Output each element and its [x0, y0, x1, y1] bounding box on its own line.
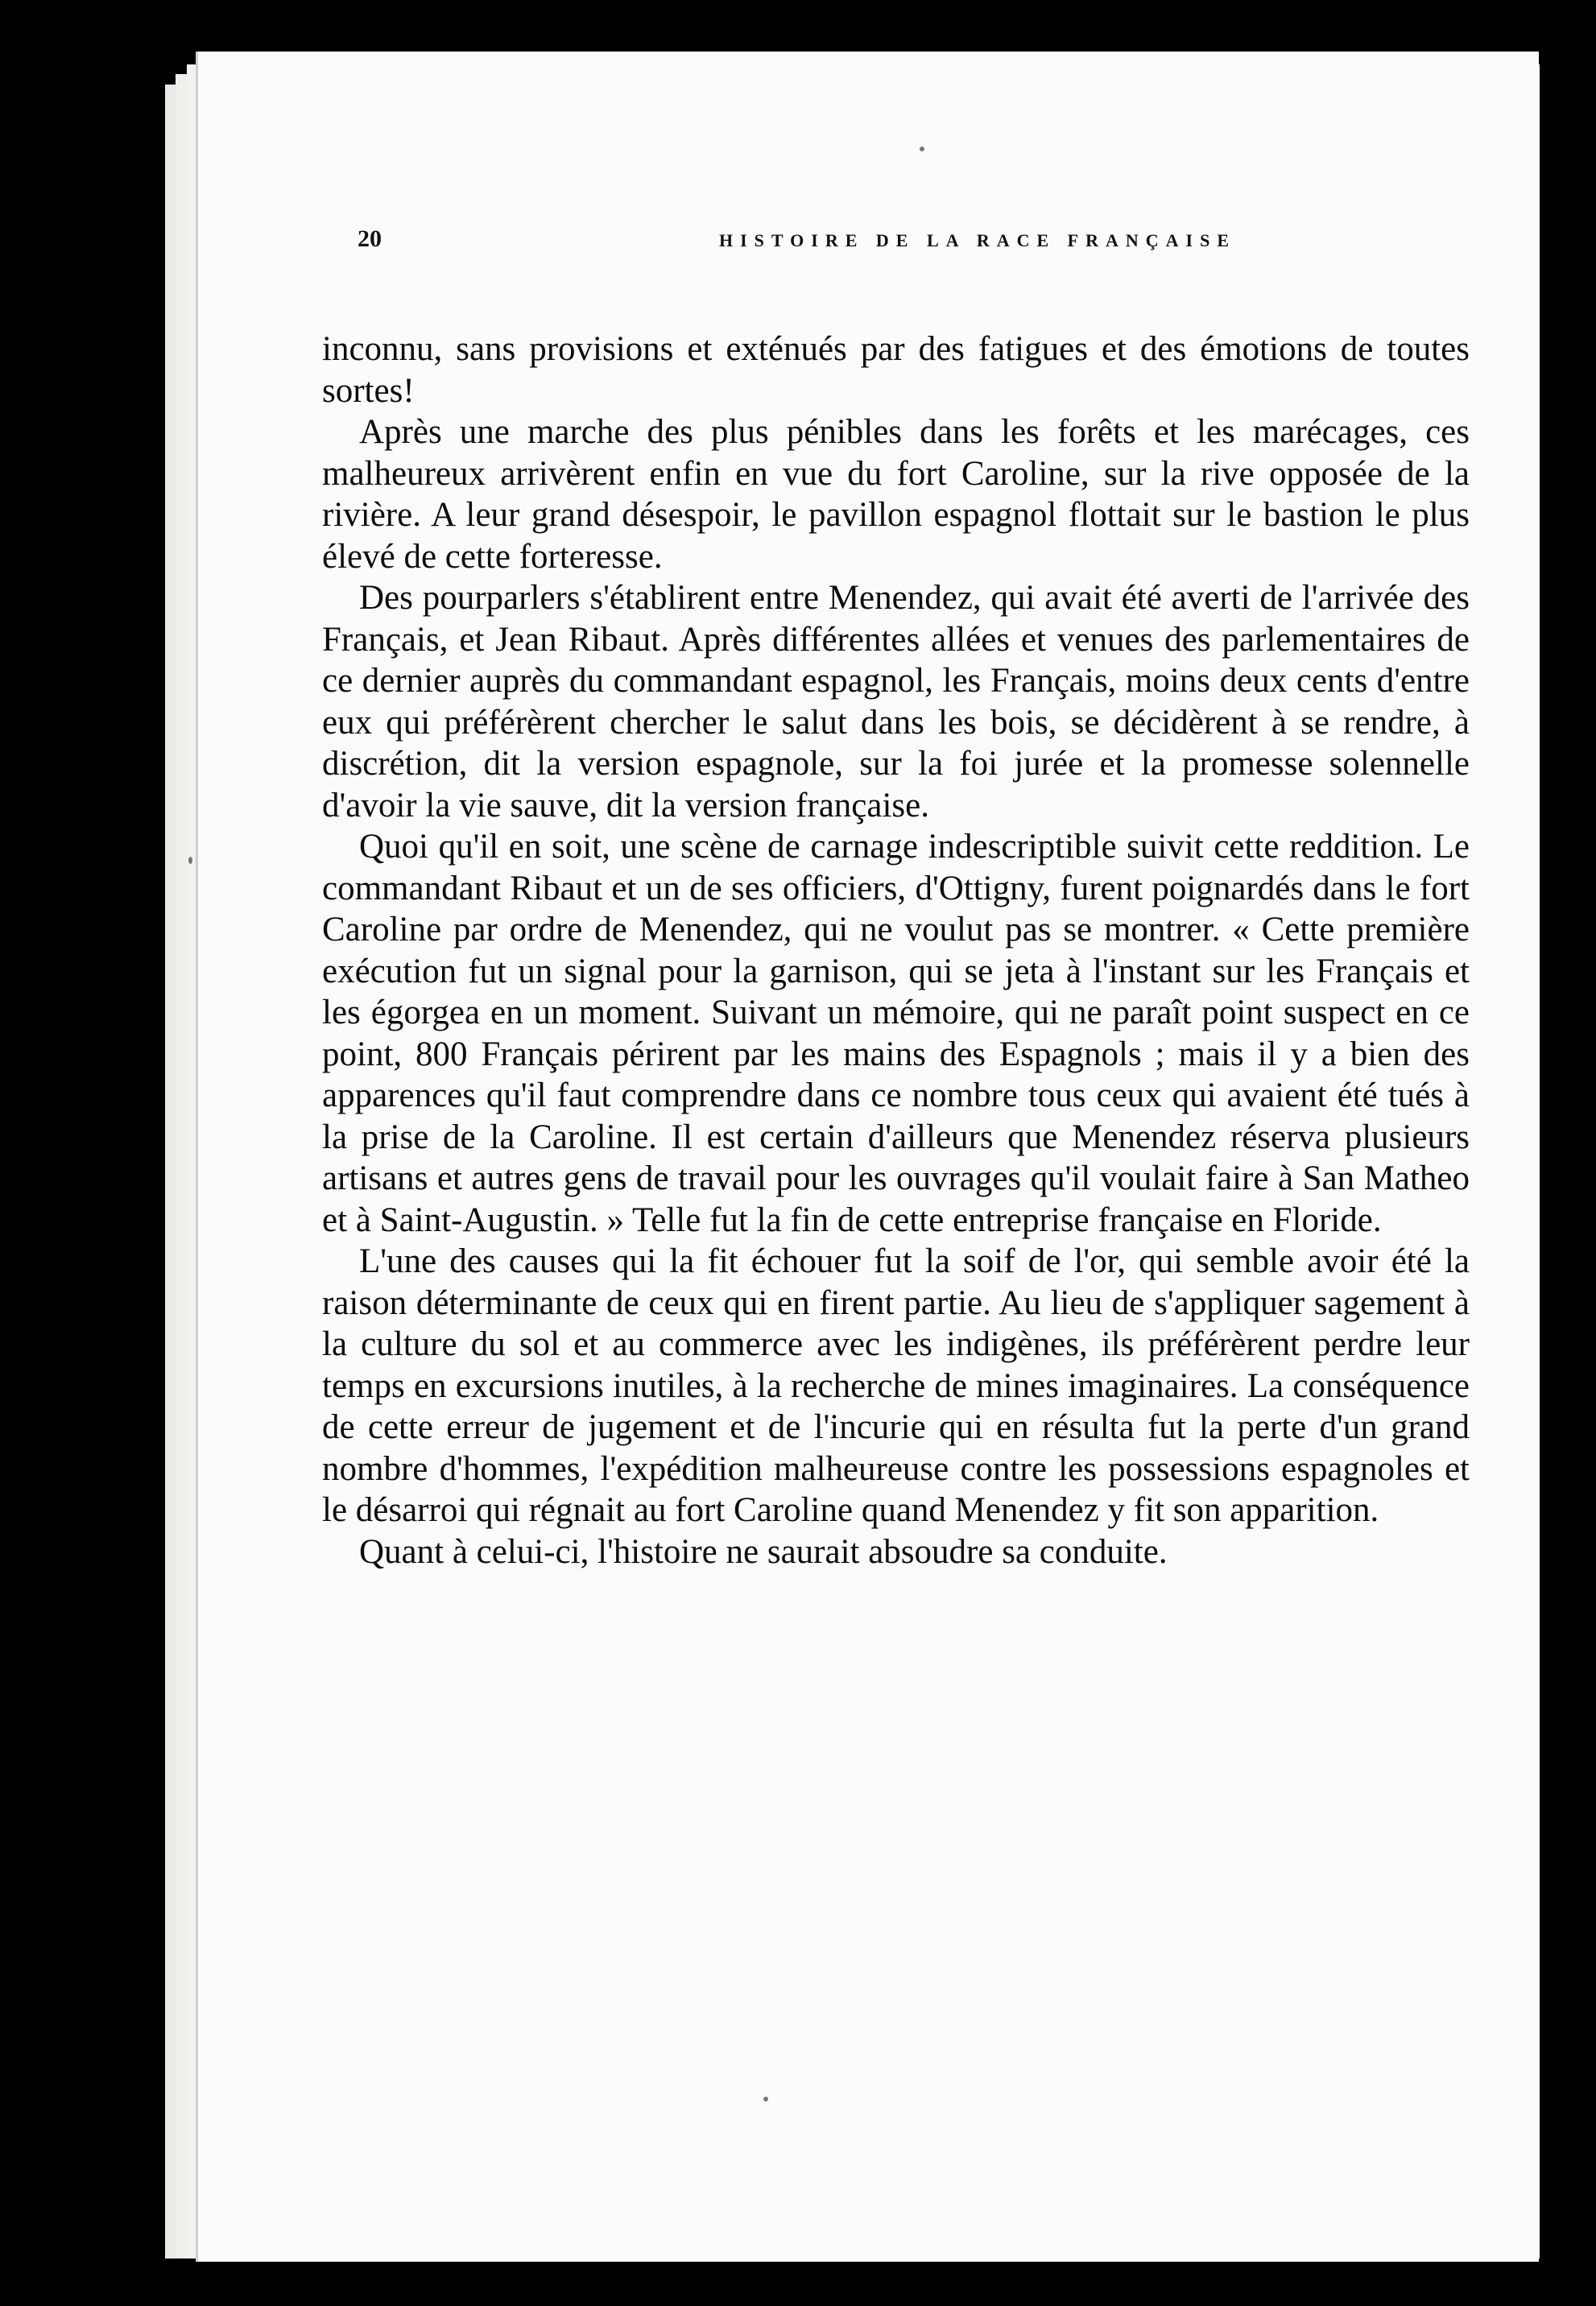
paragraph: inconnu, sans provisions et exténués par des fatigues et des émotions de toutes sortes!: [322, 330, 1470, 410]
paragraph: Quoi qu'il en soit, une scène de carnage indescriptible suivit cette reddition. Le commandant Ribaut et un de ses officiers, d'Ottigny, furent poignardés dans le fort Caroline par ordre de Menendez, qui ne voulut pas se montrer. « Cette première exécution fut un signal pour la garnison, qui se jeta à l'instant sur les Français et les égorgea en un moment. Suivant un mémoire, qui ne paraît point suspect en ce point, 800 Français périrent par les mains des Espagnols ; mais il y a bien des apparences qu'il faut comprendre dans ce nombre tous ceux qui avaient été tués à la prise de la Caroline. Il est certain d'ailleurs que Menendez réserva plusieurs artisans et autres gens de travail pour les ouvrages qu'il voulait faire à San Matheo et à Saint-Augustin. » Telle fut la fin de cette entreprise française en Floride.: [322, 828, 1470, 1239]
paragraph: Des pourparlers s'établirent entre Menendez, qui avait été averti de l'arrivée des Français, et Jean Ribaut. Après différentes allées et venues des parlementaires de ce dernier auprès du commandant espagnol, les Français, moins deux cents d'entre eux qui préférèrent chercher le salut dans les bois, se décidèrent à se rendre, à discrétion, dit la version espagnole, sur la foi jurée et la promesse solennelle d'avoir la vie sauve, dit la version française.: [322, 579, 1470, 824]
paragraph: Quant à celui-ci, l'histoire ne saurait absoudre sa conduite.: [359, 1532, 1168, 1571]
body-text: [322, 329, 1470, 1572]
speck: [920, 147, 924, 151]
paragraph: L'une des causes qui la fit échouer fut la soif de l'or, qui semble avoir été la raison déterminante de ceux qui en firent partie. Au lieu de s'appliquer sagement à la culture du sol et au commerce avec les indigènes, ils préférèrent perdre leur temps en excursions inutiles, à la recherche de mines imaginaires. La conséquence de cette erreur de jugement et de l'incurie qui en résulta fut la perte d'un grand nombre d'hommes, l'expédition malheureuse contre les possessions espagnoles et le désarroi qui régnait au fort Caroline quand Menendez y fit son apparition.: [322, 1242, 1470, 1529]
running-head: [358, 225, 1344, 258]
paragraph: Après une marche des plus pénibles dans les forêts et les marécages, ces malheureux arrivèrent enfin en vue du fort Caroline, sur la rive opposée de la rivière. A leur grand désespoir, le pavillon espagnol flottait sur le bastion le plus élevé de cette forteresse.: [322, 413, 1470, 576]
speck: [188, 857, 192, 864]
speck: [763, 2097, 768, 2101]
running-title: HISTOIRE DE LA RACE FRANÇAISE: [718, 230, 1236, 250]
page-number: 20: [358, 225, 382, 252]
